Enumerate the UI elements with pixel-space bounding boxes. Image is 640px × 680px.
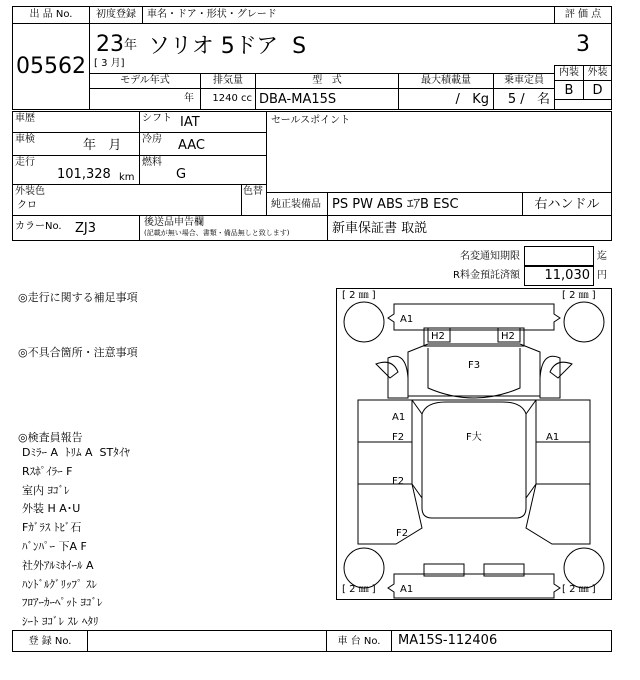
left-mirror — [376, 362, 398, 378]
equipment-value: PS PW ABS ｴｱB ESC — [332, 197, 459, 212]
equipment-value-cell — [327, 192, 523, 216]
inspector-line: ﾊﾞﾝﾊﾟｰ 下A F — [22, 540, 87, 553]
equipment-label: 純正装備品 — [271, 199, 321, 210]
rear-bumper — [388, 574, 560, 598]
car-name: ソリオ 5ドア S — [148, 34, 307, 59]
history-cell — [12, 111, 140, 133]
inspector-line: ﾌﾛｱｰｶｰﾍﾟｯﾄ ﾖｺﾞﾚ — [22, 596, 103, 609]
mark-f-large: F大 — [466, 432, 482, 443]
mark-f2-low: F2 — [396, 528, 409, 539]
mark-f2-left: F2 — [392, 432, 405, 443]
model-year-label: モデル年式 — [89, 73, 201, 89]
inspection-cell — [12, 132, 140, 156]
shift-value: IAT — [180, 115, 200, 130]
history-label: 車歴 — [15, 113, 35, 124]
warranty-value: 新車保証書 取説 — [332, 221, 428, 236]
mark-h2-left: H2 — [431, 331, 445, 342]
car-damage-diagram — [336, 288, 612, 600]
corner-label: [ 2 ㎜ ] — [562, 584, 596, 595]
roof — [422, 402, 526, 518]
mark-a1-rear: A1 — [400, 584, 414, 595]
capacity-value: 5 / 名 — [493, 88, 555, 110]
type-label: 型 式 — [255, 73, 399, 89]
mark-a1-right: A1 — [546, 432, 560, 443]
lot-no-value: 05562 — [16, 54, 86, 79]
inspector-line: Dﾐﾗｰ A ﾄﾘﾑ A STﾀｲﾔ — [22, 446, 130, 459]
color-no-label: カラーNo. — [15, 221, 62, 232]
exterior-color-label: 外装色 — [15, 186, 45, 197]
tire-rear-right — [564, 548, 604, 588]
fuel-value: G — [176, 167, 187, 182]
name-change-box — [524, 246, 594, 266]
first-reg-label: 初度登録 — [89, 6, 143, 24]
fuel-label: 燃料 — [142, 157, 162, 168]
model-year-value: 年 — [89, 88, 201, 110]
chassis-label: 車 台 No. — [326, 630, 392, 652]
inspection-value: 年 月 — [83, 138, 122, 153]
max-load-value: / Kg — [398, 88, 494, 110]
post-doc-label: 後送品申告欄 — [144, 217, 204, 228]
chassis-value: MA15S-112406 — [398, 633, 498, 648]
mark-h2-right: H2 — [501, 331, 515, 342]
sales-point-cell — [266, 111, 612, 193]
mark-f2-mid: F2 — [392, 476, 405, 487]
right-rear-quarter — [526, 484, 590, 544]
exterior-label: 外装 — [583, 65, 612, 81]
mileage-value: 101,328 — [57, 167, 111, 182]
post-doc-cell — [139, 215, 328, 241]
inspector-line: 社外ｱﾙﾐﾎｲｰﾙ A — [22, 559, 94, 572]
name-change-unit: 迄 — [597, 251, 607, 262]
mark-a1-front: A1 — [400, 314, 414, 325]
year-unit: 年 — [124, 38, 138, 53]
grade-label: 評 価 点 — [554, 6, 612, 24]
lot-no — [12, 23, 90, 110]
interior-grade: B — [554, 80, 584, 100]
fuel-cell — [139, 155, 267, 185]
name-change-label: 名変通知期限 — [460, 251, 520, 262]
recycle-unit: 円 — [597, 270, 607, 281]
warranty-cell — [327, 215, 612, 241]
post-doc-note: (記載が無い場合、書類・備品無しと致します) — [144, 229, 290, 237]
mark-a1-left: A1 — [392, 412, 406, 423]
color-change-cell — [241, 184, 267, 216]
corner-label: [ 2 ㎜ ] — [562, 290, 596, 301]
interior-label: 内装 — [554, 65, 584, 81]
capacity-label: 乗車定員 — [493, 73, 555, 89]
tire-front-left — [344, 302, 384, 342]
first-reg-month: [ 3 月] — [94, 58, 125, 69]
aircon-value: AAC — [178, 138, 205, 153]
shift-label: シフト — [142, 113, 172, 124]
inspector-line: Fｶﾞﾗｽ ﾄﾋﾞ石 — [22, 521, 82, 534]
sales-point-label: セールスポイント — [271, 115, 351, 126]
handle-value: 右ハンドル — [522, 192, 612, 216]
exterior-grade: D — [583, 80, 612, 100]
inspector-line: 室内 ﾖｺﾞﾚ — [22, 484, 70, 497]
displacement-value: 1240 cc — [200, 88, 256, 110]
exterior-color-cell — [12, 184, 242, 216]
mileage-label: 走行 — [15, 157, 35, 168]
hood-line — [428, 348, 520, 398]
car-name-label: 車名・ドア・形状・グレード — [142, 6, 555, 24]
inspector-line: Rｽﾎﾟｲﾗｰ F — [22, 465, 73, 478]
front-bumper — [388, 304, 560, 330]
recycle-label: R料金預託済額 — [453, 270, 520, 281]
inspector-line: 外装 H A･U — [22, 502, 81, 515]
lot-no-label: 出 品 No. — [12, 6, 90, 24]
corner-label: [ 2 ㎜ ] — [342, 290, 376, 301]
color-change-label: 色替 — [243, 186, 263, 197]
recycle-box — [524, 266, 594, 286]
color-no-value: ZJ3 — [75, 221, 97, 236]
corner-label: [ 2 ㎜ ] — [342, 584, 376, 595]
aircon-cell — [139, 132, 267, 156]
displacement-label: 排気量 — [200, 73, 256, 89]
mileage-cell — [12, 155, 140, 185]
driving-notes-label: ◎走行に関する補足事項 — [18, 291, 138, 304]
max-load-label: 最大積載量 — [398, 73, 494, 89]
tire-front-right — [564, 302, 604, 342]
first-reg-year: 23 — [96, 32, 124, 57]
grade-value: 3 — [576, 32, 590, 57]
type-value: DBA-MA15S — [255, 88, 399, 110]
left-rear-quarter — [358, 484, 422, 544]
color-no-cell — [12, 215, 140, 241]
chassis-value-cell — [391, 630, 612, 652]
aircon-label: 冷房 — [142, 134, 162, 145]
reg-no-value-cell — [87, 630, 327, 652]
defects-label: ◎不具合箇所・注意事項 — [18, 346, 138, 359]
inspector-report-label: ◎検査員報告 — [18, 431, 83, 444]
mileage-unit: km — [119, 172, 135, 183]
inspector-line: ｼｰﾄ ﾖｺﾞﾚ ｽﾚ ﾍﾀﾘ — [22, 615, 99, 628]
mark-f3: F3 — [468, 360, 481, 371]
equipment-label-cell — [266, 192, 328, 216]
recycle-value: 11,030 — [544, 268, 590, 283]
exterior-color-value: クロ — [17, 200, 37, 211]
inspector-line: ﾊﾝﾄﾞﾙｸﾞﾘｯﾌﾟ ｽﾚ — [22, 578, 97, 591]
tire-rear-left — [344, 548, 384, 588]
inspection-label: 車検 — [15, 134, 35, 145]
shift-cell — [139, 111, 267, 133]
reg-no-label: 登 録 No. — [12, 630, 88, 652]
right-mirror — [550, 362, 572, 378]
